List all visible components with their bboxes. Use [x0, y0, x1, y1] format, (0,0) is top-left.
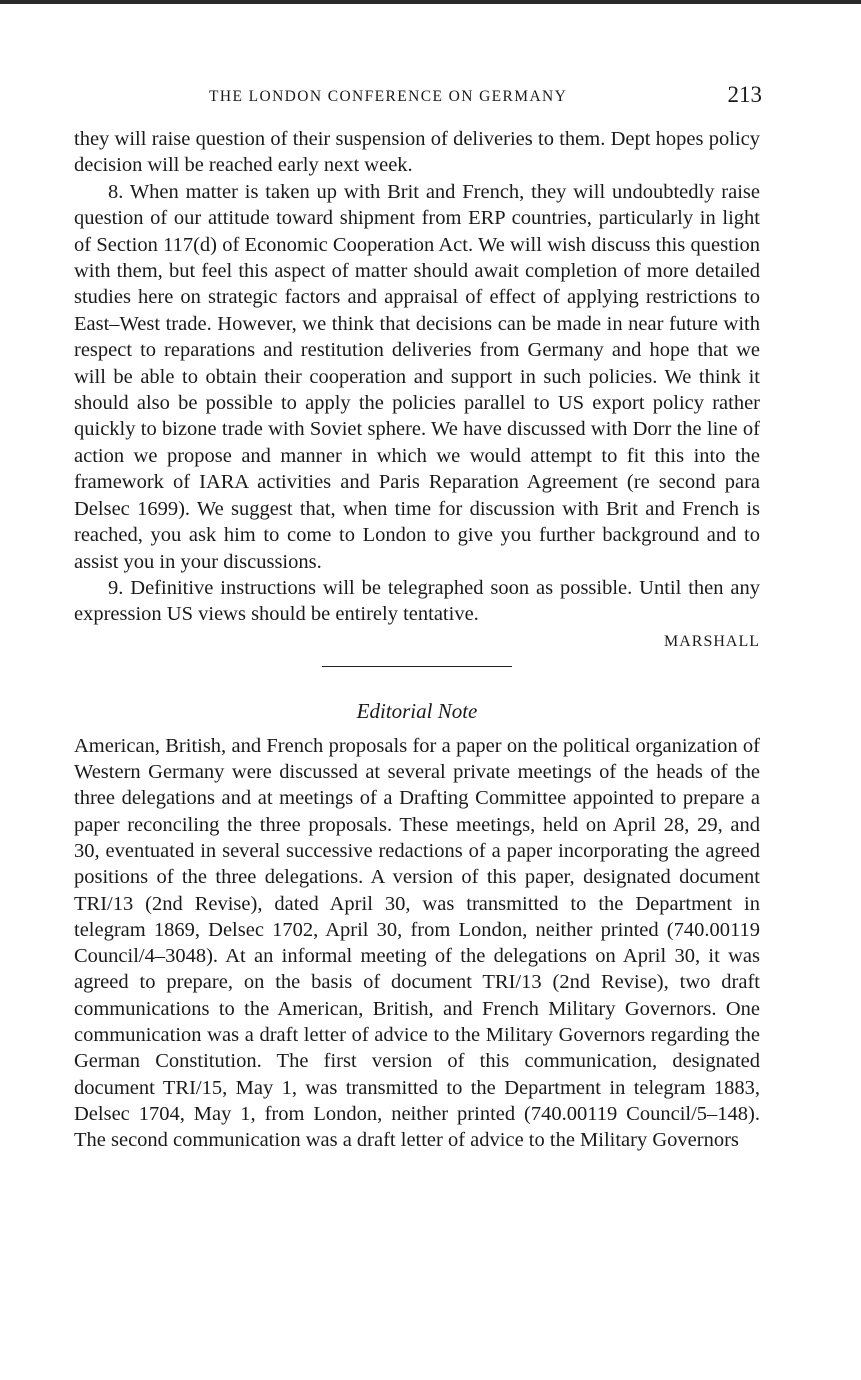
signature-name: MARSHALL — [663, 632, 760, 650]
paragraph-8: 8. When matter is taken up with Brit and French, they will undoubtedly raise question of our attitude toward shipment from ERP countries, particularly in light of Section 117(d) of Economic Cooperation Act. We will wish discuss this question with them, but feel this aspect of matter should await completion of more detailed studies here on strategic factors and appraisal of effect of applying restrictions to East–West trade. However, we think that decisions can be made in near future with respect to reparations and restitution deliveries from Germany and hope that we will be able to obtain their cooperation and support in such policies. We think it should also be possible to apply the policies parallel to US export policy rather quickly to bizone trade with Soviet sphere. We have discussed with Dorr the line of action we propose and manner in which we would attempt to fit this into the framework of IARA activities and Paris Reparation Agreement (re second para Delsec 1699). We suggest that, when time for discussion with Brit and French is reached, you ask him to come to London to give you further background and to assist you in your discussions. — [74, 180, 760, 573]
signature — [74, 628, 760, 656]
page-top-border — [0, 0, 861, 4]
running-title: THE LONDON CONFERENCE ON GERMANY — [209, 88, 568, 105]
document-page — [74, 82, 760, 1153]
section-divider — [322, 666, 512, 667]
running-head — [74, 82, 760, 112]
page-number: 213 — [727, 82, 762, 107]
paragraph-continuation: they will raise question of their suspension of deliveries to them. Dept hopes policy decision will be reached early next week. — [74, 128, 760, 177]
paragraph-9: 9. Definitive instructions will be telegraphed soon as possible. Until then any expression US views should be entirely tentative. — [74, 576, 760, 626]
editorial-note-title: Editorial Note — [356, 698, 478, 723]
telegram-text — [74, 126, 760, 628]
editorial-note-paragraph: American, British, and French proposals for a paper on the political organization of Western Germany were discussed at several private meetings of the heads of the three delegations and at meetings of a Drafting Committee appointed to prepare a paper reconciling the three proposals. These meetings, held on April 28, 29, and 30, eventuated in several successive redactions of a paper incorporating the agreed positions of the three delegations. A version of this paper, designated document TRI/13 (2nd Revise), dated April 30, was transmitted to the Department in telegram 1869, Delsec 1702, April 30, from London, neither printed (740.00119 Council/4–3048). At an informal meeting of the delegations on April 30, it was agreed to prepare, on the basis of document TRI/13 (2nd Revise), two draft communications to the American, British, and French Military Governors. One communication was a draft letter of advice to the Military Governors regarding the German Constitution. The first version of this communication, designated document TRI/15, May 1, was transmitted to the Department in telegram 1883, Delsec 1704, May 1, from London, neither printed (740.00119 Council/5–148). The second communication was a draft letter of advice to the Military Governors — [74, 734, 760, 1152]
editorial-note-body — [74, 733, 760, 1154]
